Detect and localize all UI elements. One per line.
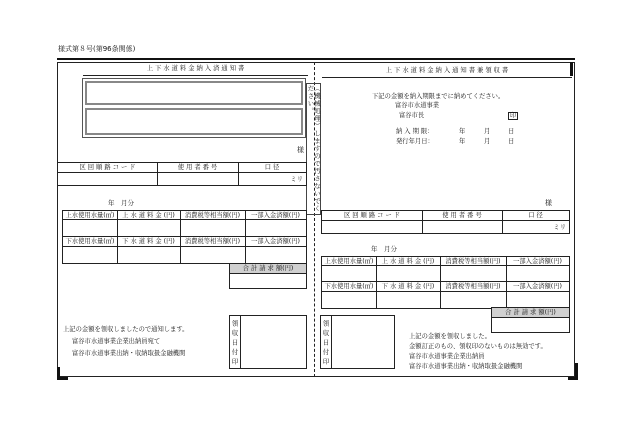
right-issue-label: 発行年月日： bbox=[396, 138, 434, 145]
left-water-fee-header: 上 水 道 料 金 (円) bbox=[122, 211, 175, 219]
right-total-box bbox=[491, 307, 570, 333]
left-diameter-header: 口 径 bbox=[264, 164, 280, 171]
left-diameter-unit: ミリ bbox=[290, 176, 303, 183]
right-issue-day: 日 bbox=[508, 138, 515, 145]
right-due-year: 年 bbox=[459, 128, 466, 135]
right-water-paid-header: 一部入金済額(円) bbox=[513, 257, 562, 265]
right-sewer-volume-header: 下水使用水量(㎥) bbox=[324, 283, 374, 290]
right-stamp-label: 領収日付印 bbox=[321, 320, 330, 368]
right-intro: 下記の金額を納入期限までに納めてください。 bbox=[372, 93, 505, 100]
left-water-tax-header: 消費税等相当額(円) bbox=[184, 211, 241, 219]
right-total-label: 合 計 請 求 額(円) bbox=[505, 308, 556, 316]
left-code-header: 区 回 順 路 コ ー ド bbox=[79, 164, 136, 171]
left-total-label: 合 計 請 求 額(円) bbox=[242, 264, 294, 272]
right-water-volume-header: 上水使用水量(㎥) bbox=[324, 257, 374, 265]
right-sewer-tax-header: 消費税等相当額(円) bbox=[445, 283, 501, 290]
right-issue-month: 月 bbox=[484, 138, 491, 145]
right-receipt-line-4: 富谷市水道事業出納・収納取扱金融機関 bbox=[409, 363, 523, 370]
corner-mark-bottom-right bbox=[568, 363, 578, 380]
right-user-number-header: 使 用 者 番 号 bbox=[442, 212, 482, 219]
handling-note: （機械処理）しますので汚さないでください。 bbox=[306, 83, 321, 215]
left-user-number-header: 使 用 者 番 号 bbox=[177, 164, 218, 171]
right-water-tax-header: 消費税等相当額(円) bbox=[445, 257, 501, 265]
left-total-box bbox=[229, 263, 307, 289]
form-number: 様式第８号(第96条関係) bbox=[58, 45, 136, 53]
right-water-fee-header: 上 水 道 料 金 (円) bbox=[381, 257, 435, 265]
left-stamp-label: 領収日付印 bbox=[230, 320, 239, 368]
left-sewer-fee-header: 下 水 道 料 金 (円) bbox=[122, 238, 175, 245]
left-title-underline bbox=[83, 75, 308, 76]
right-receipt-line-3: 富谷市水道事業企業出納員 bbox=[409, 353, 485, 360]
right-sewer-paid-header: 一部入金済額(円) bbox=[513, 283, 562, 290]
right-diameter-header: 口 径 bbox=[528, 212, 543, 219]
right-due-label: 納 入 期 限： bbox=[396, 128, 434, 135]
right-title-underline bbox=[322, 77, 572, 78]
right-sewer-fee-header: 下 水 道 料 金 (円) bbox=[381, 283, 435, 290]
right-issue-year: 年 bbox=[459, 138, 466, 145]
left-sewer-tax-header: 消費税等相当額(円) bbox=[184, 238, 241, 245]
left-title: 上 下 水 道 料 金 納 入 済 通 知 書 bbox=[146, 65, 245, 72]
right-addressee-suffix: 様 bbox=[545, 199, 552, 207]
top-rule bbox=[57, 58, 575, 60]
left-addressee-suffix: 様 bbox=[297, 146, 304, 154]
right-receipt-line-1: 上記の金額を領収しました。 bbox=[409, 333, 491, 340]
left-stamp-box bbox=[229, 315, 307, 369]
left-month-label: 年 月分 bbox=[108, 199, 134, 207]
corner-mark-bottom-left bbox=[57, 367, 68, 380]
left-sewer-volume-header: 下水使用水量(㎥) bbox=[65, 238, 115, 245]
right-issuer: 富谷市水道事業 bbox=[395, 102, 440, 109]
left-water-volume-header: 上水使用水量(㎥) bbox=[65, 211, 115, 219]
left-charges-table bbox=[62, 210, 307, 264]
right-mayor: 富谷市長 bbox=[399, 112, 425, 119]
right-month-label: 年 月分 bbox=[371, 245, 397, 253]
left-code-table bbox=[57, 162, 307, 186]
right-code-table bbox=[321, 210, 570, 234]
left-notice-line-3: 富谷市水道事業出納・収納取扱金融機関 bbox=[72, 350, 186, 357]
left-notice-line-1: 上記の金額を領収しましたので通知します。 bbox=[63, 326, 189, 333]
left-sewer-paid-header: 一部入金済額(円) bbox=[251, 238, 300, 245]
right-diameter-unit: ミリ bbox=[553, 224, 566, 231]
right-stamp-box bbox=[320, 315, 395, 369]
right-code-header: 区 回 順 路 コ ー ド bbox=[343, 212, 401, 219]
left-address-box bbox=[82, 78, 306, 138]
left-notice-line-2: 富谷市水道事業企業出納員宛て bbox=[72, 338, 161, 345]
address-window-lower bbox=[85, 108, 303, 135]
right-seal: 印 bbox=[510, 112, 517, 119]
right-due-month: 月 bbox=[484, 128, 491, 135]
right-receipt-line-2: 金額訂正のもの、領収印のないものは無効です。 bbox=[409, 343, 547, 350]
right-due-day: 日 bbox=[508, 128, 515, 135]
right-charges-table bbox=[321, 256, 570, 309]
right-title: 上 下 水 道 料 金 納 入 通 知 書 兼 領 収 書 bbox=[385, 67, 509, 74]
left-water-paid-header: 一部入金済額(円) bbox=[251, 211, 300, 219]
address-window-upper bbox=[85, 81, 303, 105]
